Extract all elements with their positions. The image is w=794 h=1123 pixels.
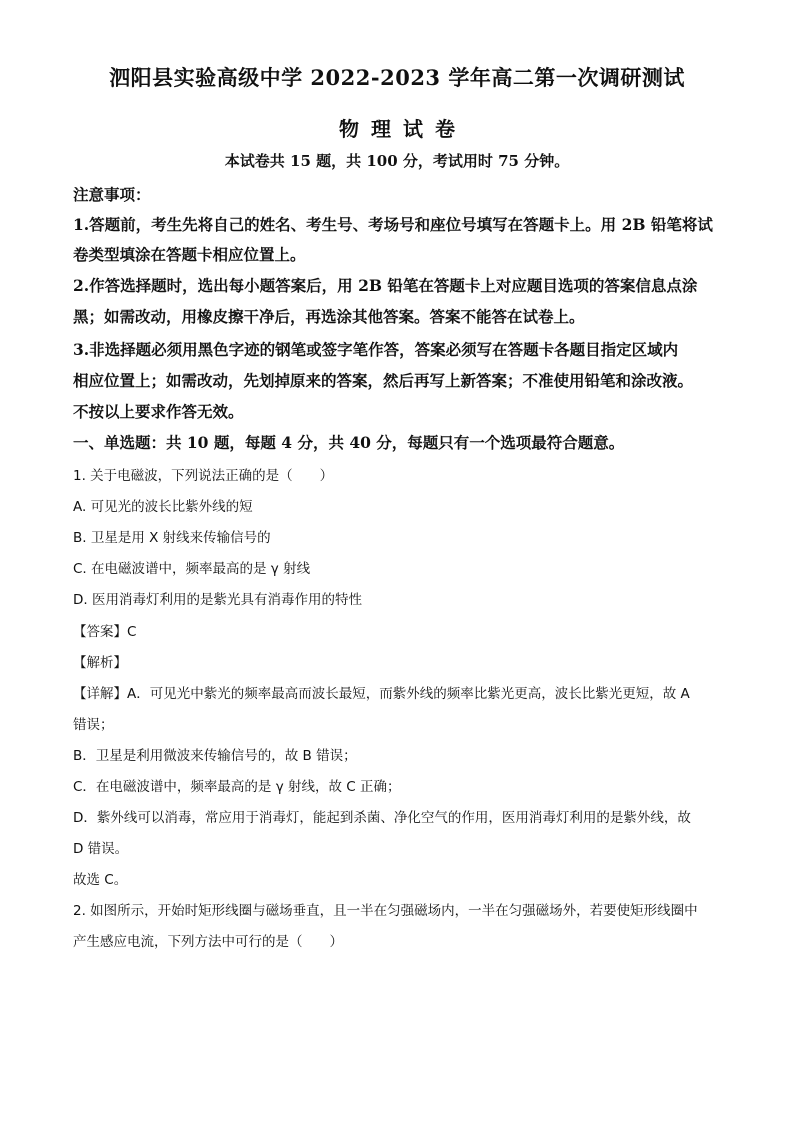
question-1-option-b: B. 卫星是用 X 射线来传输信号的	[73, 530, 271, 546]
section-heading: 一、单选题：共 10 题，每题 4 分，共 40 分，每题只有一个选项最符合题意。	[73, 433, 625, 452]
question-1-stem: 1. 关于电磁波，下列说法正确的是（ ）	[73, 468, 334, 484]
question-2-stem: 2. 如图所示，开始时矩形线圈与磁场垂直，且一半在匀强磁场内，一半在匀强磁场外，若要使矩形线圈中	[73, 903, 698, 919]
notice-line: 不按以上要求作答无效。	[73, 402, 244, 421]
question-1-option-d: D. 医用消毒灯利用的是紫光具有消毒作用的特性	[73, 592, 362, 608]
exam-info: 本试卷共 15 题，共 100 分，考试用时 75 分钟。	[224, 152, 570, 170]
analysis-tag: 【解析】	[73, 655, 127, 671]
notice-line: 2.作答选择题时，选出每小题答案后，用 2B 铅笔在答题卡上对应题目选项的答案信息点涂	[73, 276, 698, 295]
explanation-line: D．紫外线可以消毒，常应用于消毒灯，能起到杀菌、净化空气的作用，医用消毒灯利用的是紫外线，故	[73, 810, 691, 826]
notice-heading: 注意事项：	[73, 185, 151, 204]
explanation-line: 错误；	[73, 717, 114, 733]
notice-line: 黑；如需改动，用橡皮擦干净后，再选涂其他答案。答案不能答在试卷上。	[73, 307, 585, 326]
question-1-option-c: C. 在电磁波谱中，频率最高的是 γ 射线	[73, 561, 311, 577]
explanation-line: 故选 C。	[73, 872, 128, 888]
exam-subtitle: 物理试卷	[339, 117, 467, 141]
notice-line: 1.答题前，考生先将自己的姓名、考生号、考场号和座位号填写在答题卡上。用 2B 铅笔将试	[73, 215, 713, 234]
notice-line: 3.非选择题必须用黑色字迹的钢笔或签字笔作答，答案必须写在答题卡各题目指定区域内	[73, 340, 679, 359]
exam-title: 泗阳县实验高级中学 2022-2023 学年高二第一次调研测试	[109, 65, 685, 90]
question-2-stem: 产生感应电流，下列方法中可行的是（ ）	[73, 934, 343, 950]
explanation-line: D 错误。	[73, 841, 129, 857]
explanation-line: B．卫星是利用微波来传输信号的，故 B 错误；	[73, 748, 357, 764]
notice-line: 卷类型填涂在答题卡相应位置上。	[73, 245, 306, 264]
explanation-line: 【详解】A．可见光中紫光的频率最高而波长最短，而紫外线的频率比紫光更高，波长比紫光更短，故 A	[73, 686, 690, 702]
notice-line: 相应位置上；如需改动，先划掉原来的答案，然后再写上新答案；不准使用铅笔和涂改液。	[73, 371, 694, 390]
answer-tag: 【答案】C	[73, 624, 137, 640]
explanation-line: C．在电磁波谱中，频率最高的是 γ 射线，故 C 正确；	[73, 779, 401, 795]
question-1-option-a: A. 可见光的波长比紫外线的短	[73, 499, 253, 515]
